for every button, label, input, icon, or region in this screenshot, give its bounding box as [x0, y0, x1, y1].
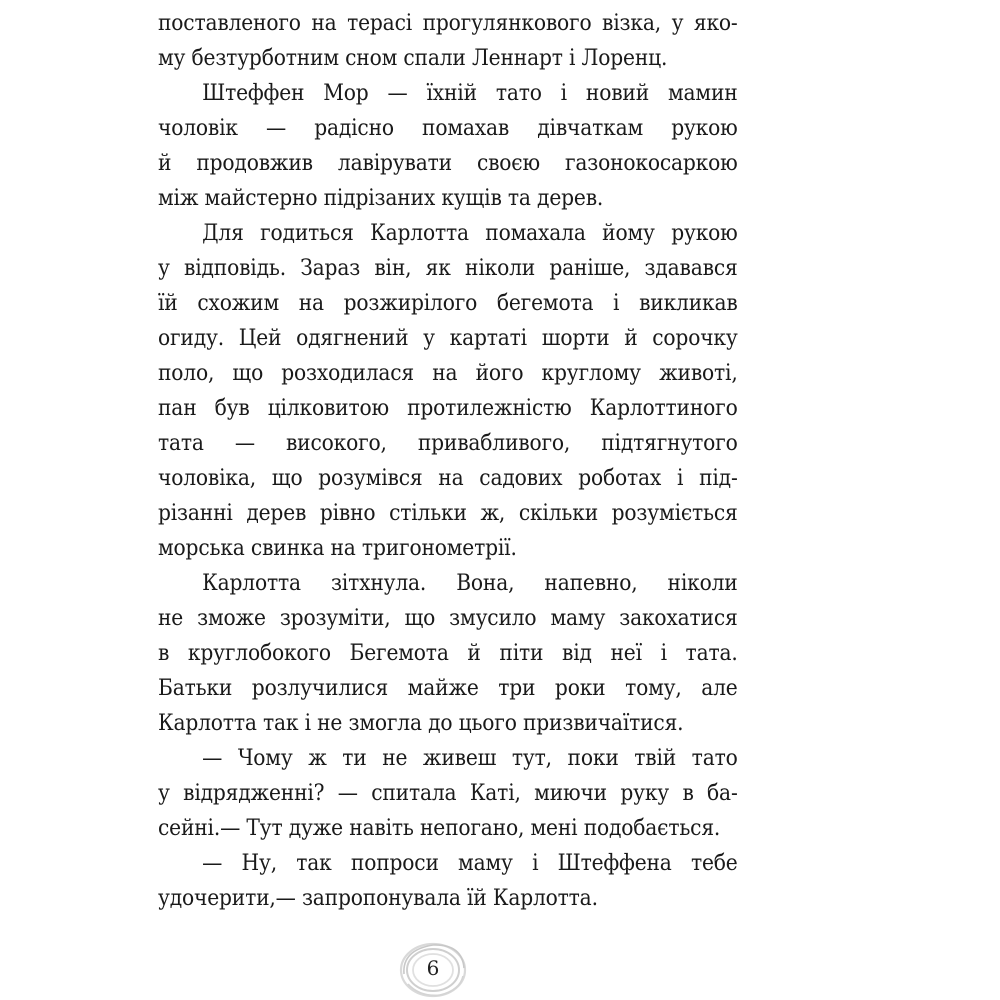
page-footer — [398, 940, 468, 998]
text-line: чоловік — радісно помахав дівчаткам рукою — [158, 116, 738, 141]
text-line: удочерити,— запропонувала їй Карлотта. — [158, 886, 598, 911]
text-line: чоловіка, що розумівся на садових роботах і під- — [158, 466, 738, 491]
text-line: різанні дерев рівно стільки ж, скільки розуміється — [158, 501, 738, 526]
text-line: — Ну, так попроси маму і Штеффена тебе — [202, 851, 738, 876]
text-line: пан був цілковитою протилежністю Карлоттиного — [158, 396, 738, 421]
text-line: — Чому ж ти не живеш тут, поки твій тато — [202, 746, 738, 771]
text-line: му безтурботним сном спали Леннарт і Лоренц. — [158, 46, 668, 71]
text-line: поставленого на терасі прогулянкового візка, у яко- — [158, 11, 738, 36]
text-line: огиду. Цей одягнений у картаті шорти й сорочку — [158, 326, 738, 351]
page-number: 6 — [426, 956, 440, 980]
text-line: сейні.— Тут дуже навіть непогано, мені подобається. — [158, 816, 721, 841]
text-line: в круглобокого Бегемота й піти від неї і тата. — [158, 641, 738, 666]
text-line: морська свинка на тригонометрії. — [158, 536, 517, 561]
body-text — [158, 6, 738, 916]
text-line: поло, що розходилася на його круглому животі, — [158, 361, 738, 386]
text-line: не зможе зрозуміти, що змусило маму закохатися — [158, 606, 738, 631]
text-line: Для годиться Карлотта помахала йому рукою — [202, 221, 738, 246]
text-line: Карлотта зітхнула. Вона, напевно, ніколи — [202, 571, 738, 596]
text-line: у відрядженні? — спитала Каті, миючи руку в ба- — [158, 781, 738, 806]
text-line: тата — високого, привабливого, підтягнутого — [158, 431, 738, 456]
text-line: між майстерно підрізаних кущів та дерев. — [158, 186, 604, 211]
text-line: Карлотта так і не змогла до цього призвичаїтися. — [158, 711, 684, 736]
text-line: у відповідь. Зараз він, як ніколи раніше, здавався — [158, 256, 738, 281]
text-line: їй схожим на розжирілого бегемота і викликав — [158, 291, 738, 316]
text-line: Штеффен Мор — їхній тато і новий мамин — [202, 81, 738, 106]
text-line: й продовжив лавірувати своєю газонокосаркою — [158, 151, 738, 176]
text-line: Батьки розлучилися майже три роки тому, але — [158, 676, 738, 701]
